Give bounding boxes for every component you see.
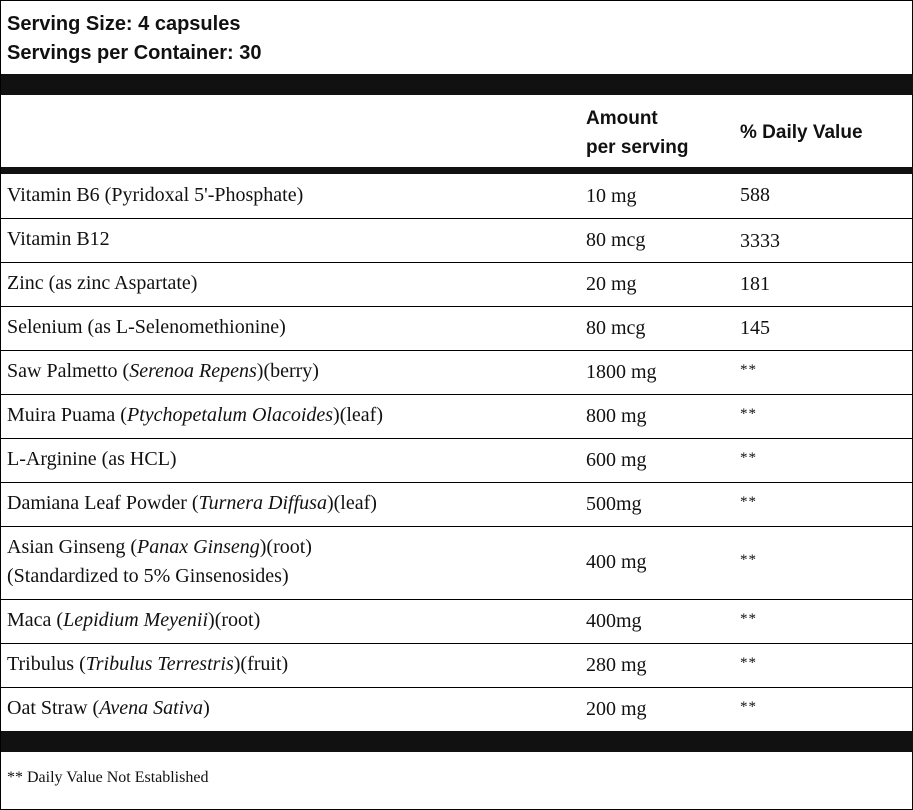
table-row [1,439,913,483]
botanical-name: Panax Ginseng [136,536,260,558]
top-thick-divider [1,74,913,95]
nutrient-name: Damiana Leaf Powder (Turnera Diffusa)(leaf) [7,492,377,514]
table-row [1,219,913,263]
nutrient-name: L-Arginine (as HCL) [7,448,177,470]
botanical-name: Lepidium Meyenii [63,609,209,631]
table-row [1,351,913,395]
nutrient-name: Asian Ginseng (Panax Ginseng)(root) [7,536,312,558]
amount: 500mg [586,493,642,515]
table-row [1,527,913,600]
serving-size: Serving Size: 4 capsules [7,13,241,35]
amount: 10 mg [586,185,637,207]
daily-value: ** [740,362,757,378]
amount-header-line2: per serving [586,137,689,158]
amount: 400 mg [586,551,647,573]
nutrient-name: Saw Palmetto (Serenoa Repens)(berry) [7,360,319,382]
table-row [1,688,913,731]
botanical-name: Ptychopetalum Olacoides [126,404,334,426]
amount: 800 mg [586,405,647,427]
daily-value: ** [740,655,757,671]
amount: 20 mg [586,273,637,295]
daily-value: 145 [740,317,770,339]
daily-value: ** [740,406,757,422]
amount: 80 mcg [586,317,646,339]
nutrient-name: Vitamin B6 (Pyridoxal 5'-Phosphate) [7,184,304,206]
amount: 1800 mg [586,361,657,383]
daily-value: 588 [740,184,770,206]
botanical-name: Serenoa Repens [129,360,257,382]
nutrient-name: Selenium (as L-Selenomethionine) [7,316,286,338]
botanical-name: Avena Sativa [99,697,204,719]
amount: 80 mcg [586,229,646,251]
daily-value: ** [740,450,757,466]
daily-value: 3333 [740,230,780,252]
table-row [1,307,913,351]
footnote: ** Daily Value Not Established [7,769,209,786]
nutrient-name: Muira Puama (Ptychopetalum Olacoides)(leaf) [7,404,383,426]
daily-value: 181 [740,273,770,295]
daily-value-header: % Daily Value [740,122,863,143]
table-row [1,395,913,439]
daily-value: ** [740,611,757,627]
table-row [1,174,913,219]
amount: 200 mg [586,698,647,720]
nutrient-name: Vitamin B12 [7,228,110,250]
table-row [1,644,913,688]
bottom-thick-divider [1,731,913,752]
amount: 400mg [586,610,642,632]
table-row [1,600,913,644]
nutrient-name: Oat Straw (Avena Sativa) [7,697,210,719]
servings-per-container: Servings per Container: 30 [7,42,262,64]
nutrient-name: Tribulus (Tribulus Terrestris)(fruit) [7,653,289,675]
nutrient-note: (Standardized to 5% Ginsenosides) [7,565,289,587]
amount-header-line1: Amount [586,108,658,129]
table-row [1,263,913,307]
botanical-name: Turnera Diffusa [198,492,327,514]
amount: 600 mg [586,449,647,471]
table-row [1,483,913,527]
amount: 280 mg [586,654,647,676]
daily-value: ** [740,699,757,715]
botanical-name: Tribulus Terrestris [85,653,234,675]
nutrient-name: Maca (Lepidium Meyenii)(root) [7,609,261,631]
daily-value: ** [740,552,757,568]
header-divider [1,167,913,174]
nutrient-name: Zinc (as zinc Aspartate) [7,272,198,294]
daily-value: ** [740,494,757,510]
